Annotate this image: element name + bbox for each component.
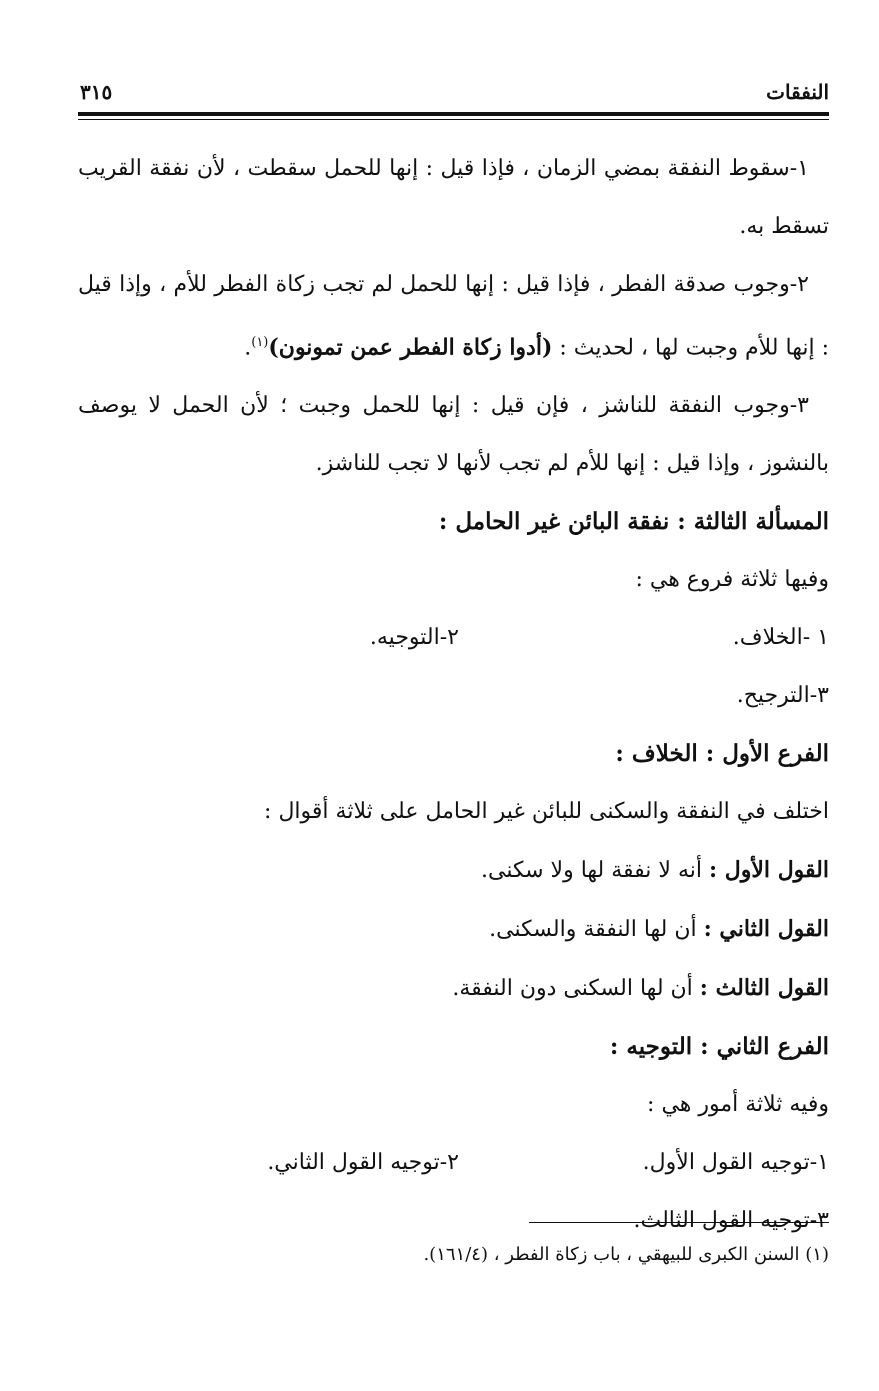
header-rule-thin [78, 119, 829, 120]
section-heading: المسألة الثالثة : نفقة البائن غير الحامل : [438, 508, 829, 536]
branch1-opinion-2 [78, 900, 829, 959]
opinion-3-label: القول الثالث : [699, 975, 829, 1002]
branch1-intro: اختلف في النفقة والسكنى للبائن غير الحامل على ثلاثة أقوال : [264, 799, 829, 825]
branch2-intro: وفيه ثلاثة أمور هي : [647, 1092, 829, 1118]
section-item-3: ٣-الترجيح. [736, 683, 829, 709]
page-number: ٣١٥ [80, 80, 113, 104]
branch2-item-1: ١-توجيه القول الأول. [642, 1150, 829, 1176]
branch1-opinion-3 [78, 959, 829, 1018]
opinion-2-label: القول الثاني : [703, 916, 829, 943]
footnote-rule [529, 1222, 829, 1223]
opinion-1-label: القول الأول : [708, 857, 829, 884]
footnote-ref: (١) [251, 335, 269, 350]
section-item-2: ٢-التوجيه. [369, 625, 459, 651]
branch2-items-row [78, 1134, 829, 1192]
opinion-3-text: أن لها السكنى دون النفقة. [452, 976, 693, 1002]
paragraph-3: ٣-وجوب النفقة للناشز ، فإن قيل : إنها للحمل وجبت ؛ لأن الحمل لا يوصف بالنشوز ، وإذا قيل : إنها للأم لم تجب لأنها لا تجب للناشز. [78, 393, 829, 477]
paragraph-1: ١-سقوط النفقة بمضي الزمان ، فإذا قيل : إنها للحمل سقطت ، لأن نفقة القريب تسقط به. [78, 156, 829, 239]
paragraph-2-text: ٢-وجوب صدقة الفطر ، فإذا قيل : إنها للحمل لم تجب زكاة الفطر للأم ، وإذا قيل : إنها للأم وجبت لها ، لحديث : [78, 272, 829, 361]
section-items-row [78, 609, 829, 667]
hadith-quote: (أدوا زكاة الفطر عمن تمونون) [268, 334, 553, 361]
hadith-end: . [244, 335, 252, 361]
branch2-item-3: ٣-توجيه القول الثالث. [633, 1208, 829, 1234]
opinion-2-text: أن لها النفقة والسكنى. [489, 917, 697, 943]
header-title: النفقات [766, 80, 829, 104]
branch2-item-2: ٢-توجيه القول الثاني. [267, 1150, 459, 1176]
page [78, 0, 829, 1391]
footnote: (١) السنن الكبرى للبيهقي ، باب زكاة الفطر ، (١٦١/٤). [423, 1244, 829, 1265]
branch2-heading: الفرع الثاني : التوجيه : [609, 1033, 829, 1061]
section-item-1: ١ -الخلاف. [732, 625, 829, 651]
header-rule-thick [78, 112, 829, 116]
branch1-opinion-1 [78, 841, 829, 900]
section-intro: وفيها ثلاثة فروع هي : [635, 567, 829, 593]
opinion-1-text: أنه لا نفقة لها ولا سكنى. [480, 858, 702, 884]
paragraph-2 [78, 256, 829, 377]
branch1-heading: الفرع الأول : الخلاف : [615, 740, 829, 768]
page-body [78, 140, 829, 1250]
